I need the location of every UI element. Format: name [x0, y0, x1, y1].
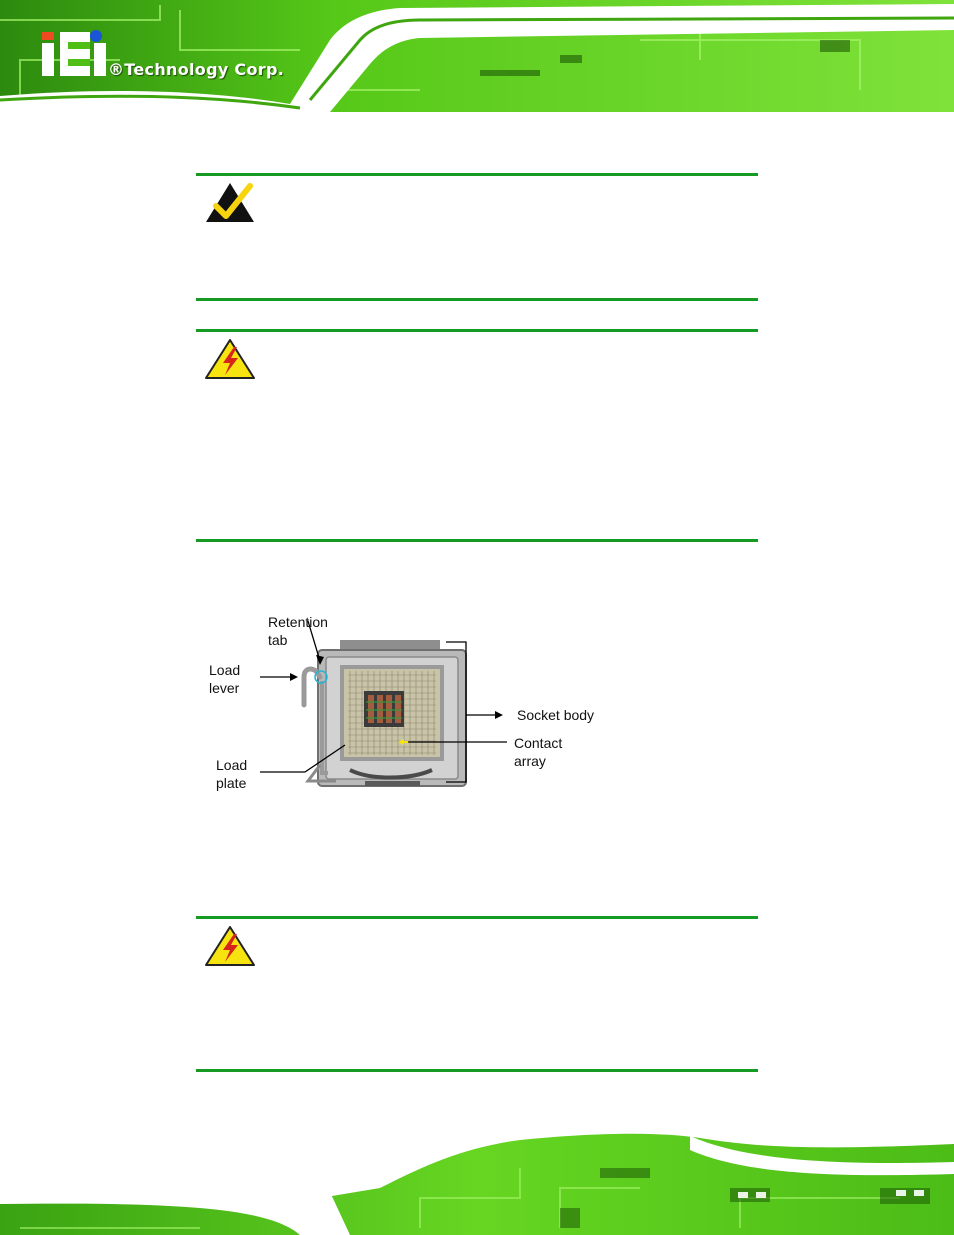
note-top-rule	[196, 173, 758, 176]
label-load-plate: Load plate	[216, 757, 248, 791]
label-load-lever: Load lever	[209, 662, 241, 696]
label-retention-tab: Retention tab	[268, 614, 328, 648]
warning1-bottom-rule	[196, 539, 758, 542]
cpu-socket-figure	[200, 605, 620, 800]
warning-lightning-icon	[204, 337, 256, 381]
label-contact-array: Contact array	[514, 735, 563, 769]
warning1-top-rule	[196, 329, 758, 332]
note-bottom-rule	[196, 298, 758, 301]
label-socket-body: Socket body	[517, 707, 595, 723]
brand-name: ®Technology Corp.	[108, 60, 285, 79]
iei-logo	[38, 28, 298, 88]
warning2-top-rule	[196, 916, 758, 919]
warning2-bottom-rule	[196, 1069, 758, 1072]
footer-banner	[0, 1128, 954, 1235]
warning-lightning-icon	[204, 924, 256, 968]
note-checkmark-icon	[204, 180, 256, 224]
